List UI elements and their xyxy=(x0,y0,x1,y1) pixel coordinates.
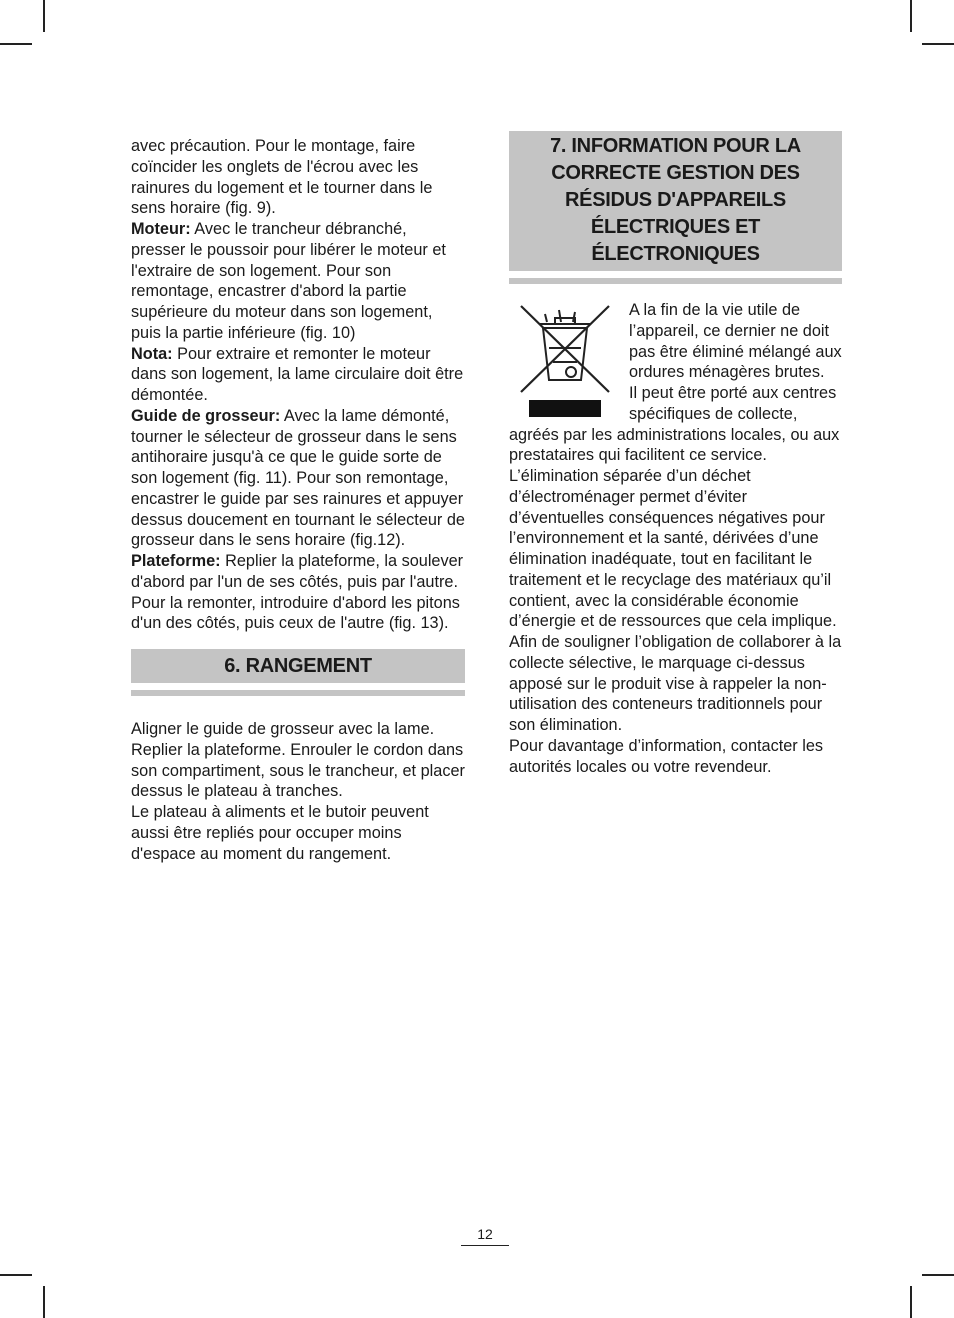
rangement-paragraph: Aligner le guide de grosseur avec la lame. Replier la plateforme. Enrouler le cordon dans son compartiment, sous le trancheur, et placer dessus le plateau à tranches. xyxy=(131,720,465,801)
weee-paragraph-3: L’élimination séparée d’un déchet d’électroménager permet d’éviter d’éventuelles conséquences négatives pour l’environnement et la santé, dérivées d’une élimination inadéquate, tout en facilitant le traitement et le recyclage des matériaux qu’il contient, avec la considérable économie d’énergie et de ressources que cela implique. xyxy=(509,467,837,631)
weee-information-heading: 7. INFORMATION POUR LA CORRECTE GESTION DES RÉSIDUS D'APPAREILS ÉLECTRIQUES ET ÉLECTRONIQUES xyxy=(509,131,842,271)
right-column xyxy=(509,136,842,777)
crop-mark xyxy=(0,43,32,45)
crossed-out-wheelie-bin-icon xyxy=(519,304,611,420)
guide-label: Guide de grosseur: xyxy=(131,406,281,425)
rangement-heading: 6. RANGEMENT xyxy=(131,649,465,683)
rangement-paragraph-2: Le plateau à aliments et le butoir peuvent aussi être repliés pour occuper moins d'espace au moment du rangement. xyxy=(131,803,429,863)
guide-text: Avec la lame démonté, tourner le sélecteur de grosseur dans le sens xyxy=(131,406,457,446)
crop-mark xyxy=(0,1274,32,1276)
weee-paragraph-2: Il peut être porté aux centres spécifiques de collecte, agréés par les administrations locales, ou aux prestataires qui facilitent ce service. xyxy=(509,384,840,465)
section-divider xyxy=(509,278,842,284)
nota-label: Nota: xyxy=(131,344,173,363)
plateforme-label: Plateforme: xyxy=(131,552,221,570)
weee-paragraph-5: Pour davantage d’information, contacter les autorités locales ou votre revendeur. xyxy=(509,736,824,776)
weee-paragraph-1: A la fin de la vie utile de l’appareil, ce dernier ne doit pas être éliminé mélangé aux ordures ménagères brutes. xyxy=(629,301,842,382)
page-number: 12 xyxy=(461,1226,509,1246)
crop-mark xyxy=(43,0,45,32)
moteur-paragraph xyxy=(131,219,465,344)
moteur-text: Avec le trancheur débranché, presser le poussoir pour libérer le moteur et l'extraire de son logement. Pour son remontage, encastrer d'abord la partie supérieure du moteur dans son logement, puis la partie inférieure (fig. 10) xyxy=(131,220,446,342)
plateforme-text: Replier la plateforme, la soulever d'abord par l'un de ses côtés, puis par l'autre. Pour la remonter, introduire d'abord les pitons d'un des côtés, puis ceux de l'autre (fig. 13). xyxy=(131,552,464,633)
crop-mark xyxy=(922,1274,954,1276)
guide-paragraph xyxy=(131,406,465,448)
weee-paragraph-4: Afin de souligner l’obligation de collaborer à la collecte sélective, le marquage ci-dessus apposé sur le produit vise à rappeler la non-utilisation des conteneurs traditionnels pour son élimination. xyxy=(509,633,842,734)
nota-text: Pour extraire et remonter le moteur dans son logement, la lame circulaire doit être démontée. xyxy=(131,344,464,404)
crop-mark xyxy=(910,1286,912,1318)
moteur-label: Moteur: xyxy=(131,220,191,238)
crop-mark xyxy=(43,1286,45,1318)
crop-mark xyxy=(922,43,954,45)
plateforme-paragraph xyxy=(131,551,465,634)
section-divider xyxy=(131,690,465,696)
nota-paragraph xyxy=(131,344,465,406)
crop-mark xyxy=(910,0,912,32)
guide-paragraph-continued: antihoraire jusqu'à ce que le guide sorte de son logement (fig. 11). Pour son remontage, encastrer le guide par ses rainures et appuyer dessus doucement en tournant le sélecteur de grosseur dans le sens horaire (fig.12). xyxy=(131,448,465,550)
left-column xyxy=(131,136,465,864)
intro-paragraph: avec précaution. Pour le montage, faire coïncider les onglets de l'écrou avec les rainures du logement et le tourner dans le sens horaire (fig. 9). xyxy=(131,137,433,218)
